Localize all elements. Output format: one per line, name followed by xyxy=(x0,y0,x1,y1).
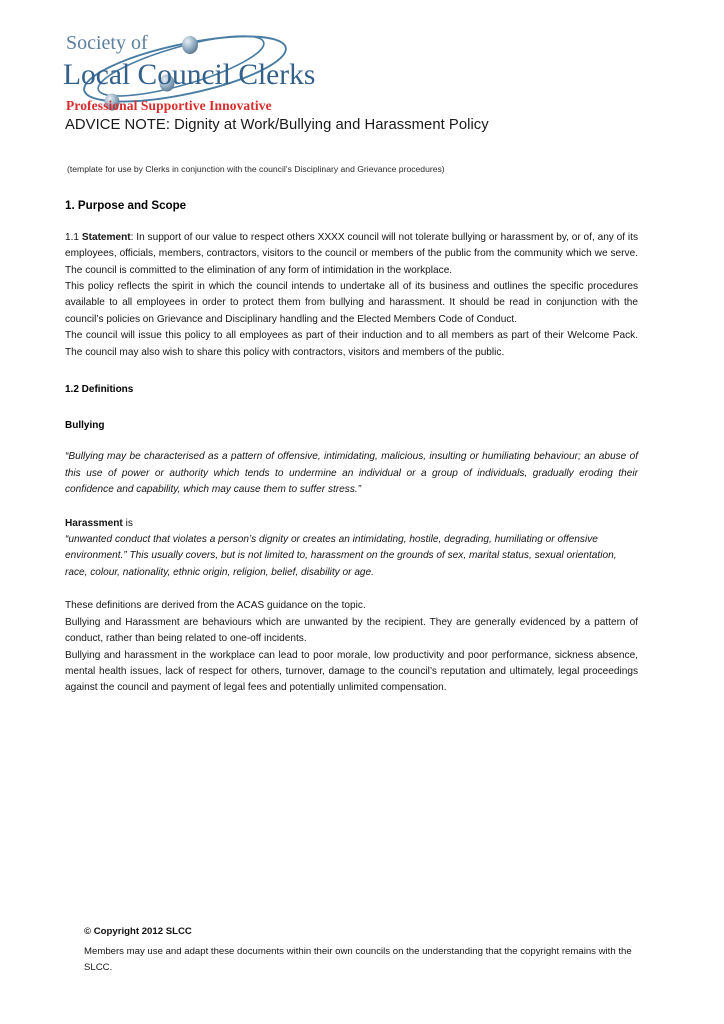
paragraph-policy-spirit: This policy reflects the spirit in which the council intends to undertake all of its business and outlines the specific procedures available to all employees in order to protect them from bullying and harassment. It should be read in conjunction with the council’s policies on Grievance and Disciplinary handling and the Elected Members Code of Conduct. xyxy=(65,281,638,325)
harassment-label: Harassment xyxy=(65,517,123,529)
paragraph-acas-source: These definitions are derived from the ACAS guidance on the topic. xyxy=(65,600,366,612)
page-footer xyxy=(84,925,634,975)
harassment-label-suffix: is xyxy=(122,517,133,529)
logo-line2: Local Council Clerks xyxy=(63,59,316,91)
statement-label: Statement xyxy=(81,231,131,243)
slcc-logo-graphic xyxy=(63,22,383,117)
slcc-logo xyxy=(63,22,383,117)
paragraph-statement xyxy=(65,230,638,279)
logo-line1: Society of xyxy=(66,32,148,54)
heading-definitions: 1.2 Definitions xyxy=(65,384,134,396)
clause-number-1-1: 1.1 xyxy=(65,231,82,243)
page-title: ADVICE NOTE: Dignity at Work/Bullying and Harassment Policy xyxy=(65,117,489,133)
paragraph-policy-issue: The council will issue this policy to all employees as part of their induction and to all members as part of their Welcome Pack. The council may also wish to share this policy with contractors, visitors and members of the public. xyxy=(65,330,638,358)
paragraph-consequences: Bullying and harassment in the workplace can lead to poor morale, low productivity and poor performance, sickness absence, mental health issues, lack of respect for others, turnover, damage to the council’s reputation and ultimately, legal proceedings against the council and payment of legal fees and potentially unlimited compensation. xyxy=(65,649,638,694)
paragraph-behaviours: Bullying and Harassment are behaviours which are unwanted by the recipient. They are generally evidenced by a pattern of conduct, rather than being related to one-off incidents. xyxy=(65,616,638,645)
footer-terms: Members may use and adapt these documents within their own councils on the understanding that the copyright remains with the SLCC. xyxy=(84,946,632,973)
quote-harassment-definition: “unwanted conduct that violates a person’s dignity or creates an intimidating, hostile, degrading, humiliating or offensive environment.” This usually covers, but is not limited to, harassment on the grounds of sex, marital status, sexual orientation, race, colour, nationality, ethnic origin, religion, belief, disability or age. xyxy=(65,533,617,578)
statement-body: : In support of our value to respect others XXXX council will not tolerate bullying or harassment by, or of, any of its employees, officials, members, contractors, visitors to the council or members of the public from the community which we serve. The council is committed to the elimination of any form of intimidation in the workplace. xyxy=(65,231,638,276)
heading-purpose-and-scope: 1. Purpose and Scope xyxy=(65,198,187,212)
label-harassment xyxy=(65,516,638,532)
heading-bullying: Bullying xyxy=(65,419,105,431)
quote-bullying-definition: “Bullying may be characterised as a pattern of offensive, intimidating, malicious, insulting or humiliating behaviour; an abuse of this use of power or authority which tends to undermine an individual or a group of individuals, gradually eroding their confidence and capability, which may cause them to suffer stress.” xyxy=(65,451,638,496)
template-note: (template for use by Clerks in conjunction with the council’s Disciplinary and Grievance procedures) xyxy=(67,164,445,175)
logo-sphere-top xyxy=(182,36,198,54)
document-body xyxy=(65,116,638,697)
footer-copyright: © Copyright 2012 SLCC xyxy=(84,926,192,937)
logo-tagline: Professional Supportive Innovative xyxy=(66,98,272,113)
